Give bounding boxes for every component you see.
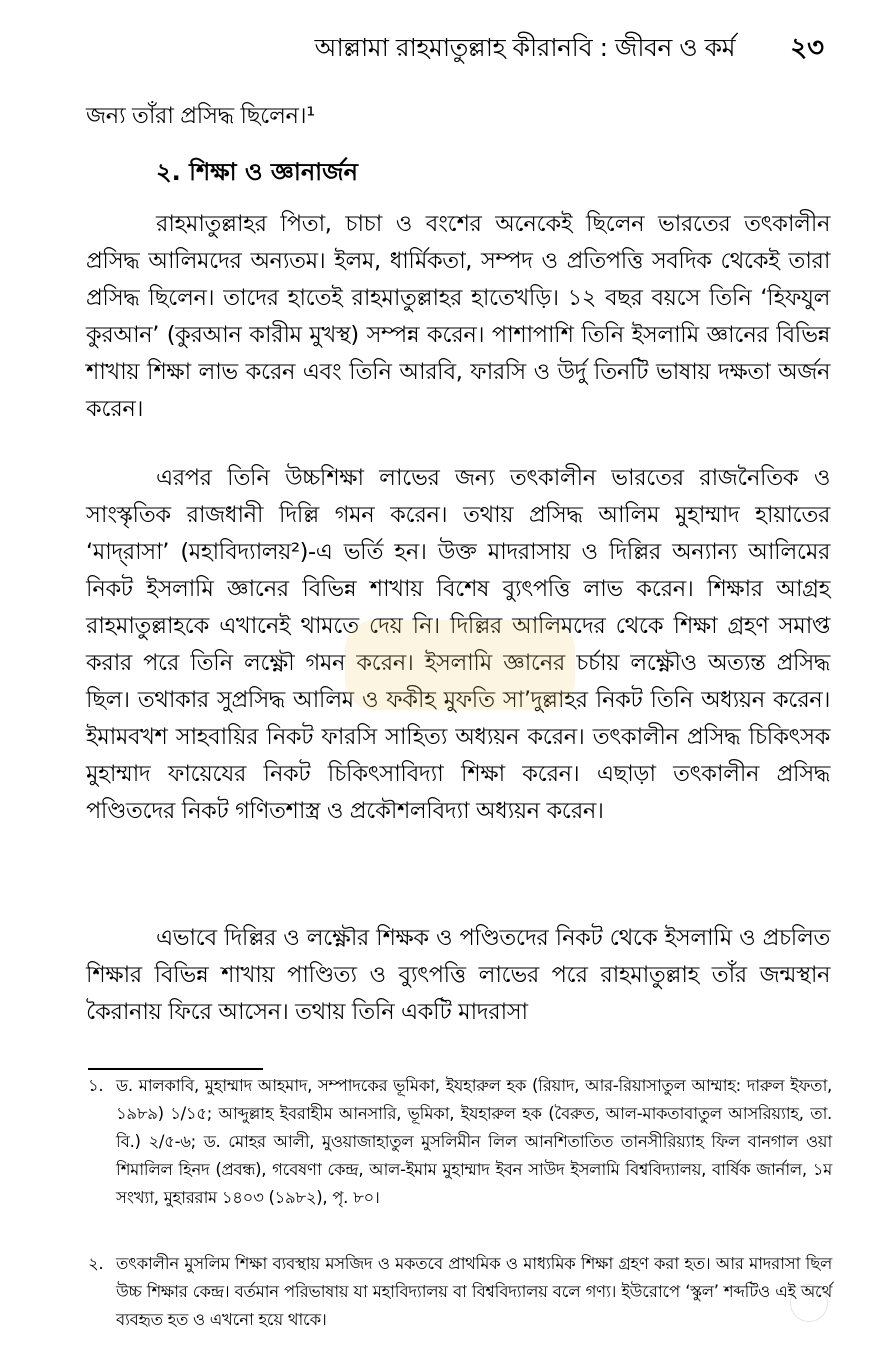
continued-line: জন্য তাঁরা প্রসিদ্ধ ছিলেন।¹ xyxy=(86,103,315,129)
section-heading: ২. শিক্ষা ও জ্ঞানার্জন xyxy=(156,158,358,186)
footnote-number: ২. xyxy=(88,1254,104,1273)
running-header-title: আল্লামা রাহমাতুল্লাহ কীরানবি : জীবন ও কর্ম xyxy=(314,33,735,62)
footnote-number: ১. xyxy=(88,1076,104,1095)
footnote-2 xyxy=(88,1250,832,1334)
footnote-divider xyxy=(88,1068,263,1070)
footnote-text: তৎকালীন মুসলিম শিক্ষা ব্যবস্থায় মসজিদ ও মকতবে প্রাথমিক ও মাধ্যমিক শিক্ষা গ্রহণ করা হত। আর মাদরাসা ছিল উচ্চ শিক্ষার কেন্দ্র। বর্তমান পরিভাষায় যা মহাবিদ্যালয় বা বিশ্ববিদ্যালয় বলে গণ্য। ইউরোপে ‘স্কুল’ শব্দটিও এই অর্থে ব্যবহৃত হত ও এখনো হয়ে থাকে। xyxy=(116,1254,832,1329)
paragraph-2: এরপর তিনি উচ্চশিক্ষা লাভের জন্য তৎকালীন ভারতের রাজনৈতিক ও সাংস্কৃতিক রাজধানী দিল্লি গমন করেন। তথায় প্রসিদ্ধ আলিম মুহাম্মাদ হায়াতের ‘মাদ্‌রাসা’ (মহাবিদ্যালয়²)-এ ভর্তি হন। উক্ত মাদরাসায় ও দিল্লির অন্যান্য আলিমের নিকট ইসলামি জ্ঞানের বিভিন্ন শাখায় বিশেষ ব্যুৎপত্তি লাভ করেন। শিক্ষার আগ্রহ রাহমাতুল্লাহকে এখানেই থামতে দেয় নি। দিল্লির আলিমদের থেকে শিক্ষা গ্রহণ সমাপ্ত করার পরে তিনি লক্ষ্ণৌ গমন করেন। ইসলামি জ্ঞানের চর্চায় লক্ষ্ণৌও অত্যন্ত প্রসিদ্ধ ছিল। তথাকার সুপ্রসিদ্ধ আলিম ও ফকীহ মুফতি সা’দুল্লাহর নিকট তিনি অধ্যয়ন করেন। ইমামবখশ সাহবায়ির নিকট ফারসি সাহিত্য অধ্যয়ন করেন। তৎকালীন প্রসিদ্ধ চিকিৎসক মুহাম্মাদ ফায়েযের নিকট চিকিৎসাবিদ্যা শিক্ষা করেন। এছাড়া তৎকালীন প্রসিদ্ধ পণ্ডিতদের নিকট গণিতশাস্ত্র ও প্রকৌশলবিদ্যা অধ্যয়ন করেন। xyxy=(86,465,830,824)
watermark-logo xyxy=(345,620,575,710)
paragraph-3: এভাবে দিল্লির ও লক্ষ্ণৌর শিক্ষক ও পণ্ডিতদের নিকট থেকে ইসলামি ও প্রচলিত শিক্ষার বিভিন্ন শাখায় পাণ্ডিত্য ও ব্যুৎপত্তি লাভের পরে রাহমাতুল্লাহ তাঁর জন্মস্থান কৈরানায় ফিরে আসেন। তথায় তিনি একটি মাদরাসা xyxy=(86,925,830,1025)
paragraph-1: রাহমাতুল্লাহর পিতা, চাচা ও বংশের অনেকেই ছিলেন ভারতের তৎকালীন প্রসিদ্ধ আলিমদের অন্যতম। ইলম, ধার্মিকতা, সম্পদ ও প্রতিপত্তি সবদিক থেকেই তারা প্রসিদ্ধ ছিলেন। তাদের হাতেই রাহমাতুল্লাহর হাতেখড়ি। ১২ বছর বয়সে তিনি ‘হিফযুল কুরআন’ (কুরআন কারীম মুখস্থ) সম্পন্ন করেন। পাশাপাশি তিনি ইসলামি জ্ঞানের বিভিন্ন শাখায় শিক্ষা লাভ করেন এবং তিনি আরবি, ফারসি ও উর্দু তিনটি ভাষায় দক্ষতা অর্জন করেন। xyxy=(86,211,830,422)
running-header xyxy=(84,28,830,68)
page-number: ২৩ xyxy=(790,33,824,63)
footnote-text: ড. মালকাবি, মুহাম্মাদ আহমাদ, সম্পাদকের ভূমিকা, ইযহারুল হক (রিয়াদ, আর-রিয়াসাতুল আম্মাহ: দারুল ইফতা, ১৯৮৯) ১/১৫; আব্দুল্লাহ ইবরাহীম আনসারি, ভূমিকা, ইযহারুল হক (বৈরুত, আল-মাকতাবাতুল আসরিয়্যাহ, তা. বি.) ২/৫-৬; ড. মোহর আলী, মুওয়াজাহাতুল মুসলিমীন লিল আনশিতাতিত তানসীরিয়্যাহ ফিল বানগাল ওয়া শিমালিল হিনদ (প্রবন্ধ), গবেষণা কেন্দ্র, আল-ইমাম মুহাম্মাদ ইবন সাউদ ইসলামি বিশ্ববিদ্যালয়, বার্ষিক জার্নাল, ১ম সংখ্যা, মুহাররাম ১৪০৩ (১৯৮২), পৃ. ৮০। xyxy=(116,1076,832,1207)
footnote-1 xyxy=(88,1072,832,1212)
